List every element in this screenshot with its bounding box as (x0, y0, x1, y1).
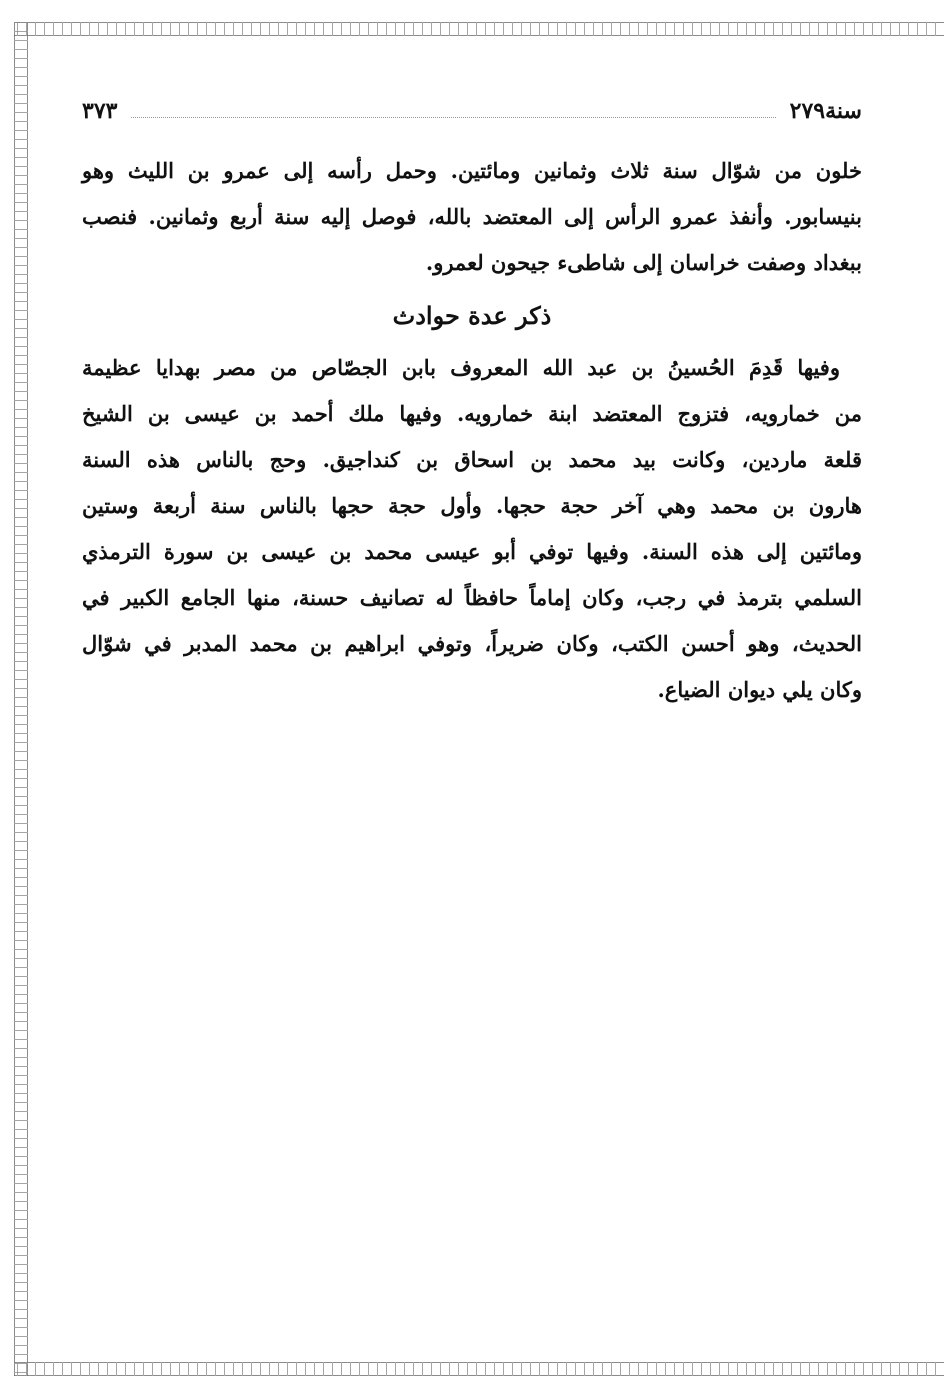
text-line: ببغداد وصفت خراسان إلى شاطىء جيحون لعمرو. (425, 250, 862, 275)
decorative-border-top (14, 22, 944, 36)
year-label: سنة٢٧٩ (789, 98, 862, 124)
text-line: السلمي بترمذ في رجب، وكان إماماً حافظاً له تصانيف حسنة، منها الجامع الكبير في (82, 585, 862, 610)
text-line: من خمارويه، فتزوج المعتضد ابنة خمارويه. وفيها ملك أحمد بن عيسى بن الشيخ (82, 401, 862, 426)
running-header (82, 96, 862, 126)
decorative-border-left (14, 22, 28, 1376)
text-line: وكان يلي ديوان الضياع. (657, 677, 862, 702)
text-line: خلون من شوّال سنة ثلاث وثمانين ومائتين. وحمل رأسه إلى عمرو بن الليث وهو (82, 158, 862, 183)
paragraph-continuation (82, 148, 862, 286)
paragraph-events (82, 345, 862, 713)
text-line: الحديث، وهو أحسن الكتب، وكان ضريراً، وتوفي ابراهيم بن محمد المدبر في شوّال (82, 631, 862, 656)
text-line: ومائتين إلى هذه السنة. وفيها توفي أبو عيسى محمد بن عيسى بن سورة الترمذي (82, 539, 862, 564)
section-heading: ذكر عدة حوادث (392, 301, 552, 330)
decorative-border-bottom (14, 1362, 944, 1376)
page-number: ٣٧٣ (82, 98, 118, 124)
text-line: بنيسابور. وأنفذ عمرو الرأس إلى المعتضد بالله، فوصل إليه سنة أربع وثمانين. فنصب (82, 204, 862, 229)
text-line: قلعة ماردين، وكانت بيد محمد بن اسحاق بن كنداجيق. وحج بالناس هذه السنة (82, 447, 862, 472)
text-line: هارون بن محمد وهي آخر حجة حجها. وأول حجة حجها بالناس سنة أربعة وستين (82, 493, 862, 518)
header-rule (131, 117, 775, 118)
text-line: وفيها قَدِمَ الحُسينُ بن عبد الله المعروف بابن الجصّاص من مصر بهدايا عظيمة (82, 355, 840, 380)
